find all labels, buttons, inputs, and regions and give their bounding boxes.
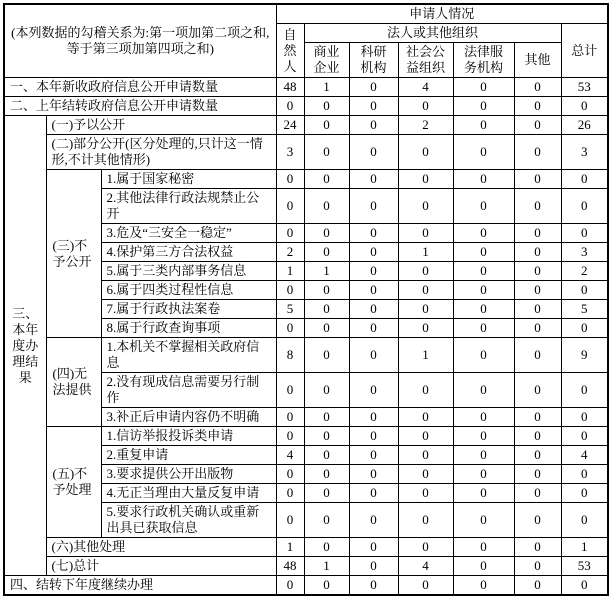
value-cell: 0 bbox=[453, 170, 514, 189]
value-cell: 0 bbox=[304, 97, 349, 116]
table-row bbox=[4, 338, 608, 373]
table-row bbox=[4, 135, 608, 170]
value-cell: 0 bbox=[276, 170, 304, 189]
row-label-cell: 2.没有现成信息需要另行制作 bbox=[101, 373, 276, 408]
row-label-cell: 5.要求行政机关确认或重新出具已获取信息 bbox=[101, 503, 276, 538]
value-cell: 0 bbox=[514, 427, 561, 446]
header-applicant-situation: 申请人情况 bbox=[276, 4, 608, 24]
value-cell: 0 bbox=[349, 189, 398, 224]
value-cell: 0 bbox=[349, 557, 398, 576]
value-cell: 0 bbox=[276, 408, 304, 427]
value-cell: 0 bbox=[561, 224, 608, 243]
table-row bbox=[4, 97, 608, 116]
value-cell: 0 bbox=[276, 484, 304, 503]
value-cell: 0 bbox=[398, 170, 453, 189]
table-row bbox=[4, 78, 608, 97]
table-row bbox=[4, 557, 608, 576]
value-cell: 1 bbox=[276, 262, 304, 281]
value-cell: 0 bbox=[514, 484, 561, 503]
value-cell: 0 bbox=[514, 224, 561, 243]
value-cell: 0 bbox=[304, 281, 349, 300]
value-cell: 3 bbox=[276, 135, 304, 170]
value-cell: 0 bbox=[514, 319, 561, 338]
value-cell: 0 bbox=[514, 408, 561, 427]
value-cell: 0 bbox=[276, 465, 304, 484]
group-label-cell: (四)无法提供 bbox=[46, 338, 101, 427]
value-cell: 0 bbox=[453, 262, 514, 281]
value-cell: 0 bbox=[398, 300, 453, 319]
row-label-cell: (七)总计 bbox=[46, 557, 276, 576]
value-cell: 0 bbox=[349, 576, 398, 596]
value-cell: 0 bbox=[453, 78, 514, 97]
value-cell: 0 bbox=[453, 243, 514, 262]
value-cell: 0 bbox=[398, 319, 453, 338]
value-cell: 0 bbox=[514, 538, 561, 557]
value-cell: 0 bbox=[349, 408, 398, 427]
value-cell: 24 bbox=[276, 116, 304, 135]
value-cell: 0 bbox=[304, 446, 349, 465]
value-cell: 0 bbox=[349, 97, 398, 116]
value-cell: 0 bbox=[276, 319, 304, 338]
value-cell: 0 bbox=[304, 427, 349, 446]
value-cell: 0 bbox=[561, 503, 608, 538]
table-body bbox=[4, 78, 608, 596]
value-cell: 0 bbox=[349, 300, 398, 319]
header-legal-service-org: 法律服务机构 bbox=[453, 43, 514, 78]
section-lead-cell: 三、本年度办理结果 bbox=[4, 116, 46, 576]
value-cell: 0 bbox=[276, 281, 304, 300]
row-label-cell: 8.属于行政查询事项 bbox=[101, 319, 276, 338]
value-cell: 9 bbox=[561, 338, 608, 373]
value-cell: 0 bbox=[514, 262, 561, 281]
value-cell: 0 bbox=[398, 224, 453, 243]
value-cell: 0 bbox=[514, 170, 561, 189]
value-cell: 0 bbox=[514, 281, 561, 300]
value-cell: 0 bbox=[349, 170, 398, 189]
header-legal-org: 法人或其他组织 bbox=[304, 24, 561, 43]
row-label-cell: (二)部分公开(区分处理的,只计这一情形,不计其他情形) bbox=[46, 135, 276, 170]
value-cell: 1 bbox=[276, 538, 304, 557]
value-cell: 0 bbox=[398, 484, 453, 503]
value-cell: 0 bbox=[349, 262, 398, 281]
row-label-cell: 1.信访举报投诉类申请 bbox=[101, 427, 276, 446]
value-cell: 0 bbox=[349, 78, 398, 97]
value-cell: 0 bbox=[398, 446, 453, 465]
value-cell: 0 bbox=[304, 135, 349, 170]
value-cell: 0 bbox=[304, 408, 349, 427]
row-label-cell: (六)其他处理 bbox=[46, 538, 276, 557]
value-cell: 0 bbox=[514, 338, 561, 373]
header-row-1 bbox=[4, 4, 608, 24]
value-cell: 0 bbox=[349, 503, 398, 538]
value-cell: 0 bbox=[561, 484, 608, 503]
value-cell: 0 bbox=[398, 135, 453, 170]
value-cell: 0 bbox=[398, 576, 453, 596]
value-cell: 0 bbox=[453, 281, 514, 300]
value-cell: 0 bbox=[304, 538, 349, 557]
value-cell: 5 bbox=[276, 300, 304, 319]
value-cell: 0 bbox=[349, 224, 398, 243]
header-social-welfare-org: 社会公益组织 bbox=[398, 43, 453, 78]
value-cell: 4 bbox=[276, 446, 304, 465]
value-cell: 0 bbox=[398, 262, 453, 281]
value-cell: 53 bbox=[561, 557, 608, 576]
value-cell: 0 bbox=[304, 465, 349, 484]
value-cell: 0 bbox=[349, 373, 398, 408]
value-cell: 1 bbox=[304, 262, 349, 281]
value-cell: 1 bbox=[398, 243, 453, 262]
group-label-cell: (五)不予处理 bbox=[46, 427, 101, 538]
value-cell: 0 bbox=[349, 484, 398, 503]
value-cell: 0 bbox=[304, 243, 349, 262]
value-cell: 1 bbox=[304, 557, 349, 576]
row-label-cell: 3.危及“三安全一稳定” bbox=[101, 224, 276, 243]
value-cell: 0 bbox=[276, 224, 304, 243]
value-cell: 0 bbox=[453, 557, 514, 576]
value-cell: 3 bbox=[561, 243, 608, 262]
value-cell: 0 bbox=[304, 224, 349, 243]
disclosure-statistics-table bbox=[3, 3, 609, 596]
value-cell: 0 bbox=[276, 189, 304, 224]
value-cell: 0 bbox=[453, 224, 514, 243]
header-other-org: 其他 bbox=[514, 43, 561, 78]
row-label-cell: 3.要求提供公开出版物 bbox=[101, 465, 276, 484]
value-cell: 4 bbox=[398, 557, 453, 576]
header-natural-person: 自然人 bbox=[276, 24, 304, 78]
row-label-cell: 5.属于三类内部事务信息 bbox=[101, 262, 276, 281]
value-cell: 0 bbox=[304, 576, 349, 596]
value-cell: 0 bbox=[304, 189, 349, 224]
value-cell: 48 bbox=[276, 557, 304, 576]
value-cell: 0 bbox=[561, 465, 608, 484]
value-cell: 8 bbox=[276, 338, 304, 373]
row-label-cell: 四、结转下年度继续办理 bbox=[4, 576, 276, 596]
value-cell: 0 bbox=[349, 281, 398, 300]
value-cell: 2 bbox=[398, 116, 453, 135]
table-row bbox=[4, 538, 608, 557]
value-cell: 0 bbox=[453, 503, 514, 538]
value-cell: 0 bbox=[514, 557, 561, 576]
row-label-cell: 一、本年新收政府信息公开申请数量 bbox=[4, 78, 276, 97]
value-cell: 0 bbox=[398, 373, 453, 408]
value-cell: 0 bbox=[453, 373, 514, 408]
value-cell: 0 bbox=[561, 170, 608, 189]
value-cell: 0 bbox=[561, 189, 608, 224]
value-cell: 0 bbox=[514, 97, 561, 116]
value-cell: 0 bbox=[453, 338, 514, 373]
value-cell: 0 bbox=[304, 503, 349, 538]
table-header bbox=[4, 4, 608, 78]
value-cell: 0 bbox=[349, 319, 398, 338]
value-cell: 0 bbox=[398, 427, 453, 446]
value-cell: 0 bbox=[514, 135, 561, 170]
value-cell: 1 bbox=[304, 78, 349, 97]
value-cell: 2 bbox=[561, 262, 608, 281]
row-label-cell: 1.本机关不掌握相关政府信息 bbox=[101, 338, 276, 373]
row-label-cell: 2.重复申请 bbox=[101, 446, 276, 465]
row-label-cell: 6.属于四类过程性信息 bbox=[101, 281, 276, 300]
value-cell: 0 bbox=[304, 338, 349, 373]
row-label-cell: 2.其他法律行政法规禁止公开 bbox=[101, 189, 276, 224]
value-cell: 0 bbox=[398, 189, 453, 224]
value-cell: 0 bbox=[453, 576, 514, 596]
value-cell: 0 bbox=[453, 427, 514, 446]
value-cell: 0 bbox=[349, 116, 398, 135]
value-cell: 0 bbox=[514, 465, 561, 484]
value-cell: 0 bbox=[453, 319, 514, 338]
value-cell: 0 bbox=[453, 408, 514, 427]
value-cell: 0 bbox=[304, 116, 349, 135]
value-cell: 1 bbox=[561, 538, 608, 557]
value-cell: 26 bbox=[561, 116, 608, 135]
table-row bbox=[4, 427, 608, 446]
value-cell: 48 bbox=[276, 78, 304, 97]
group-label-cell: (三)不予公开 bbox=[46, 170, 101, 338]
value-cell: 0 bbox=[561, 576, 608, 596]
header-research-institution: 科研机构 bbox=[349, 43, 398, 78]
value-cell: 5 bbox=[561, 300, 608, 319]
value-cell: 0 bbox=[453, 97, 514, 116]
value-cell: 0 bbox=[453, 300, 514, 319]
value-cell: 0 bbox=[561, 427, 608, 446]
value-cell: 0 bbox=[349, 446, 398, 465]
value-cell: 0 bbox=[561, 319, 608, 338]
row-label-cell: 二、上年结转政府信息公开申请数量 bbox=[4, 97, 276, 116]
value-cell: 0 bbox=[349, 465, 398, 484]
value-cell: 0 bbox=[561, 97, 608, 116]
value-cell: 0 bbox=[398, 503, 453, 538]
value-cell: 0 bbox=[398, 408, 453, 427]
row-label-cell: 4.保护第三方合法权益 bbox=[101, 243, 276, 262]
value-cell: 0 bbox=[276, 373, 304, 408]
value-cell: 0 bbox=[276, 97, 304, 116]
value-cell: 0 bbox=[349, 538, 398, 557]
value-cell: 0 bbox=[398, 465, 453, 484]
row-label-cell: (一)予以公开 bbox=[46, 116, 276, 135]
value-cell: 0 bbox=[514, 243, 561, 262]
value-cell: 0 bbox=[398, 97, 453, 116]
value-cell: 3 bbox=[561, 135, 608, 170]
header-commercial-enterprise: 商业企业 bbox=[304, 43, 349, 78]
value-cell: 0 bbox=[453, 116, 514, 135]
value-cell: 0 bbox=[398, 538, 453, 557]
value-cell: 0 bbox=[349, 427, 398, 446]
value-cell: 0 bbox=[453, 135, 514, 170]
table-row bbox=[4, 576, 608, 596]
table-row bbox=[4, 170, 608, 189]
value-cell: 0 bbox=[561, 373, 608, 408]
value-cell: 0 bbox=[453, 189, 514, 224]
value-cell: 0 bbox=[304, 300, 349, 319]
value-cell: 0 bbox=[514, 373, 561, 408]
header-total: 总计 bbox=[561, 24, 608, 78]
value-cell: 0 bbox=[398, 281, 453, 300]
value-cell: 0 bbox=[349, 135, 398, 170]
value-cell: 0 bbox=[514, 503, 561, 538]
row-label-cell: 4.无正当理由大量反复申请 bbox=[101, 484, 276, 503]
value-cell: 0 bbox=[453, 446, 514, 465]
value-cell: 4 bbox=[561, 446, 608, 465]
value-cell: 0 bbox=[304, 170, 349, 189]
value-cell: 0 bbox=[561, 408, 608, 427]
value-cell: 0 bbox=[514, 189, 561, 224]
value-cell: 0 bbox=[276, 503, 304, 538]
row-label-cell: 1.属于国家秘密 bbox=[101, 170, 276, 189]
value-cell: 0 bbox=[304, 319, 349, 338]
value-cell: 0 bbox=[514, 116, 561, 135]
value-cell: 0 bbox=[514, 576, 561, 596]
reconciliation-note: (本列数据的勾稽关系为:第一项加第二项之和,等于第三项加第四项之和) bbox=[4, 4, 276, 78]
value-cell: 0 bbox=[276, 576, 304, 596]
value-cell: 0 bbox=[561, 281, 608, 300]
value-cell: 0 bbox=[453, 538, 514, 557]
value-cell: 0 bbox=[453, 484, 514, 503]
value-cell: 0 bbox=[276, 427, 304, 446]
value-cell: 0 bbox=[349, 243, 398, 262]
value-cell: 0 bbox=[453, 465, 514, 484]
value-cell: 1 bbox=[398, 338, 453, 373]
table-row bbox=[4, 116, 608, 135]
value-cell: 0 bbox=[349, 338, 398, 373]
value-cell: 53 bbox=[561, 78, 608, 97]
value-cell: 0 bbox=[304, 484, 349, 503]
row-label-cell: 3.补正后申请内容仍不明确 bbox=[101, 408, 276, 427]
value-cell: 4 bbox=[398, 78, 453, 97]
value-cell: 0 bbox=[304, 373, 349, 408]
value-cell: 2 bbox=[276, 243, 304, 262]
value-cell: 0 bbox=[514, 78, 561, 97]
value-cell: 0 bbox=[514, 446, 561, 465]
value-cell: 0 bbox=[514, 300, 561, 319]
row-label-cell: 7.属于行政执法案卷 bbox=[101, 300, 276, 319]
